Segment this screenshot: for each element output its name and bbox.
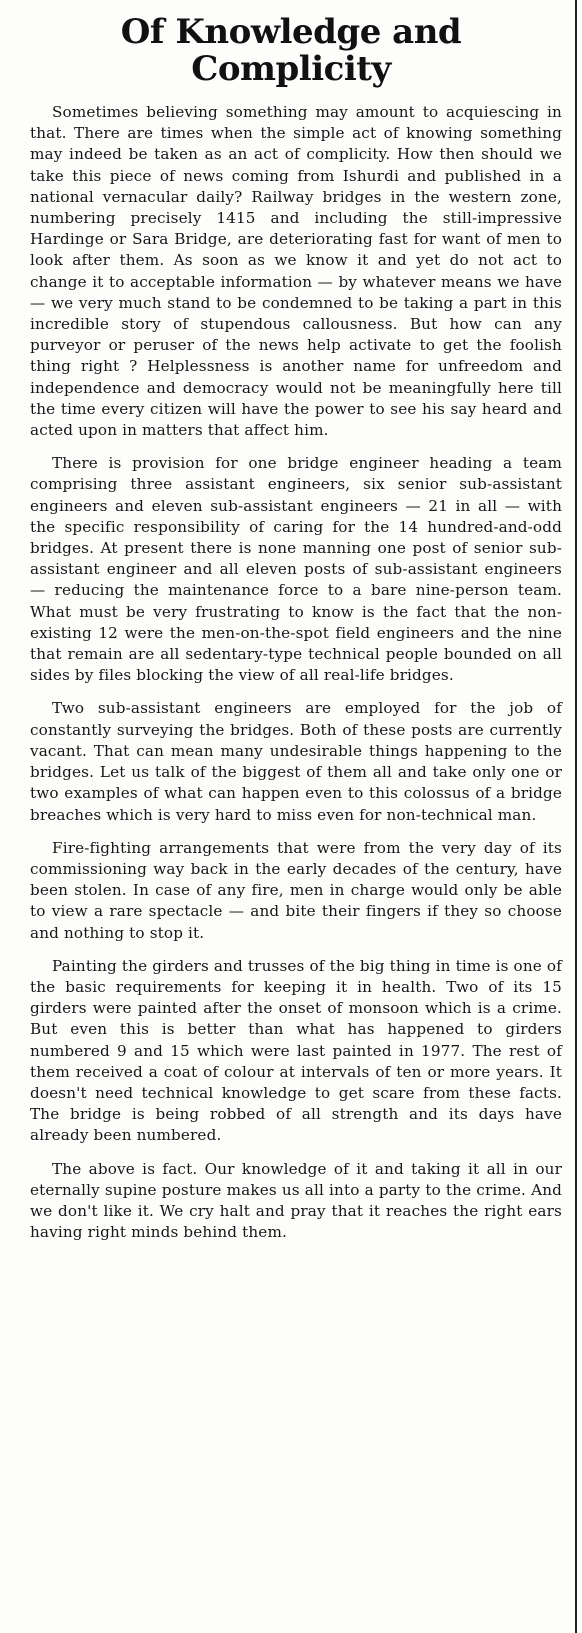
headline: Of Knowledge and Complicity <box>120 12 462 89</box>
paragraph-6: The above is fact. Our knowledge of it and taking it all in our eternally supine posture makes us all into a party to the crime. And we don't like it. We cry halt and pray that it reaches the right ears having right minds behind them. <box>30 1159 562 1242</box>
paragraph-4: Fire-fighting arrangements that were from the very day of its commissioning way back in the early decades of the century, have been stolen. In case of any fire, men in charge would only be able to view a rare spectacle — and bite their fingers if they so choose and nothing to stop it. <box>30 838 562 942</box>
paragraph-2: There is provision for one bridge engineer heading a team comprising three assistant engineers, six senior sub-assistant engineers and eleven sub-assistant engineers — 21 in all — with the specific responsibility of caring for the 14 hundred-and-odd bridges. At present there is none manning one post of senior sub-assistant engineer and all eleven posts of sub-assistant engineers — reducing the maintenance force to a bare nine-person team. What must be very frustrating to know is the fact that the non-existing 12 were the men-on-the-spot field engineers and the nine that remain are all sedentary-type technical people bounded on all sides by files blocking the view of all real-life bridges. <box>30 454 562 685</box>
column-rule <box>575 0 577 1633</box>
clipped-text-strip <box>20 0 560 6</box>
paragraph-3: Two sub-assistant engineers are employed for the job of constantly surveying the bridges. Both of these posts are currently vacant. That can mean many undesirable things happening to the bridges. Let us talk of the biggest of them all and take only one or two examples of what can happen even to this colossus of a bridge breaches which is very hard to miss even for non-technical man. <box>30 699 562 824</box>
article-body <box>30 102 562 1255</box>
paragraph-5: Painting the girders and trusses of the big thing in time is one of the basic requirements for keeping it in health. Two of its 15 girders were painted after the onset of monsoon which is a crime. But even this is better than what has happened to girders numbered 9 and 15 which were last painted in 1977. The rest of them received a coat of colour at intervals of ten or more years. It doesn't need technical knowledge to get scare from these facts. The bridge is being robbed of all strength and its days have already been numbered. <box>30 956 562 1145</box>
paragraph-1: Sometimes believing something may amount to acquiescing in that. There are times when the simple act of knowing something may indeed be taken as an act of complicity. How then should we take this piece of news coming from Ishurdi and published in a national vernacular daily? Railway bridges in the western zone, numbering precisely 1415 and including the still-impressive Hardinge or Sara Bridge, are deteriorating fast for want of men to look after them. As soon as we know it and yet do not act to change it to acceptable information — by whatever means we have — we very much stand to be condemned to be taking a part in this incredible story of stupendous callousness. But how can any purveyor or peruser of the news help activate to get the foolish thing right ? Helplessness is another name for unfreedom and independence and democracy would not be meaningfully here till the time every citizen will have the power to see his say heard and acted upon in matters that affect him. <box>30 103 562 440</box>
